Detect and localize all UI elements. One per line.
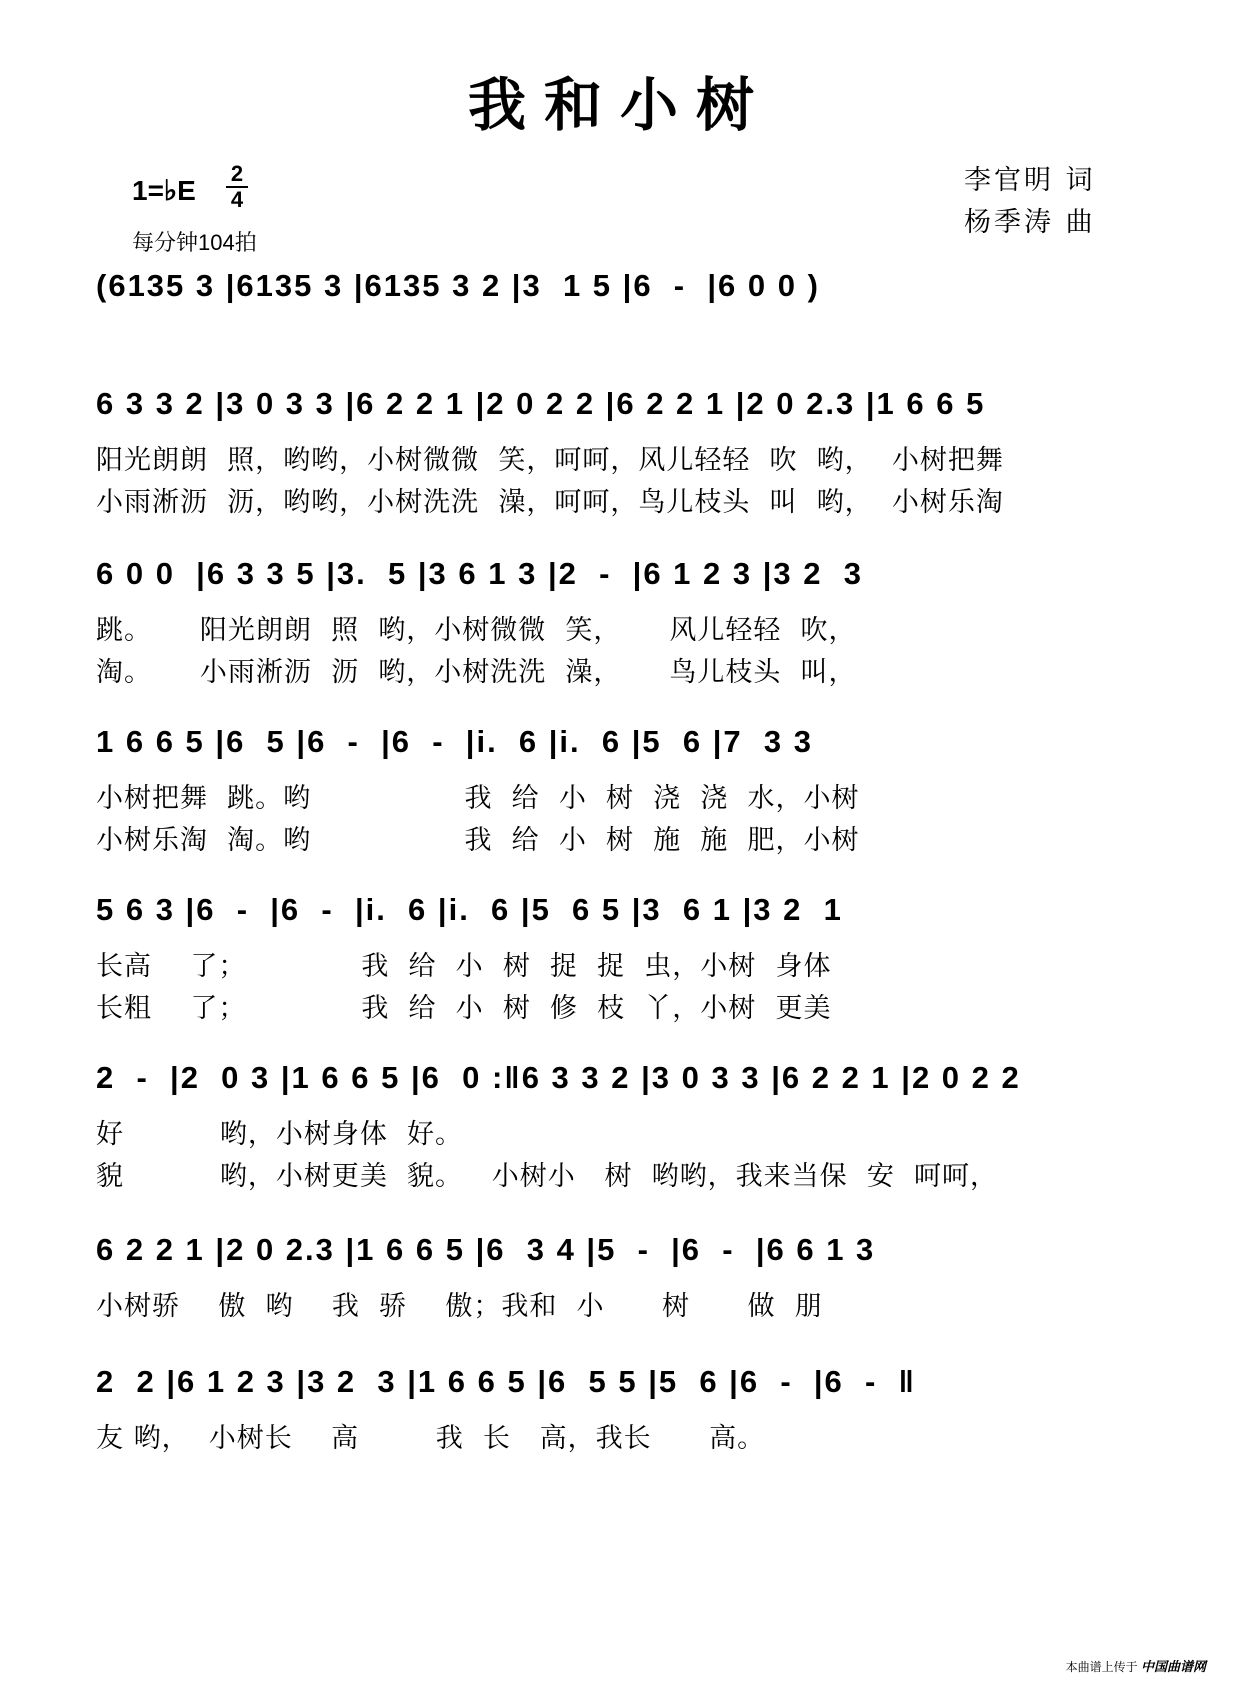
composer-credit: 杨季涛 曲 <box>964 207 1096 238</box>
staff-3-notes: 6 0 0 |6 3 3 5 |3. 5 |3 6 1 3 |2 - |6 1 2 3 |3 2 3 <box>96 556 863 591</box>
staff-5-notes: 5 6 3 |6 - |6 - |i. 6 |i. 6 |5 6 5 |3 6 1 |3 2 1 <box>96 892 843 927</box>
page-title: 我和小树 <box>467 71 772 139</box>
staff-4-lyric-2: 小树乐淘 淘。哟 我 给 小 树 施 施 肥，小树 <box>96 825 860 856</box>
staff-4-notes: 1 6 6 5 |6 5 |6 - |6 - |i. 6 |i. 6 |5 6 |7 3 3 <box>96 724 813 759</box>
staff-2-lyric-1: 阳光朗朗 照，哟哟，小树微微 笑，呵呵，风儿轻轻 吹 哟， 小树把舞 <box>96 445 1004 476</box>
staff-2-lyric-2: 小雨淅沥 沥，哟哟，小树洗洗 澡，呵呵，鸟儿枝头 叫 哟， 小树乐淘 <box>96 487 1004 518</box>
time-signature-numerator: 2 <box>226 162 248 188</box>
staff-6-lyric-2: 貌 哟，小树更美 貌。 小树小 树 哟哟，我来当保 安 呵呵， <box>96 1161 998 1192</box>
staff-8-notes: 2 2 |6 1 2 3 |3 2 3 |1 6 6 5 |6 5 5 |5 6 |6 - |6 - ‖ <box>96 1364 916 1399</box>
staff-6-notes: 2 - |2 0 3 |1 6 6 5 |6 0 :‖6 3 3 2 |3 0 3 3 |6 2 2 1 |2 0 2 2 <box>96 1060 1021 1095</box>
time-signature <box>226 162 248 212</box>
staff-2-notes: 6 3 3 2 |3 0 3 3 |6 2 2 1 |2 0 2 2 |6 2 2 1 |2 0 2.3 |1 6 6 5 <box>96 386 986 421</box>
staff-8-lyric-1: 友 哟， 小树长 高 我 长 高，我长 高。 <box>96 1423 766 1454</box>
footer-prefix: 本曲谱上传于 <box>1065 1660 1138 1674</box>
staff-7-lyric-1: 小树骄 傲 哟 我 骄 傲；我和 小 树 做 朋 <box>96 1291 823 1322</box>
staff-1-notes: (6135 3 |6135 3 |6135 3 2 |3 1 5 |6 - |6 0 0 ) <box>96 268 820 303</box>
staff-3-lyric-1: 跳。 阳光朗朗 照 哟，小树微微 笑， 风儿轻轻 吹， <box>96 615 857 646</box>
staff-4-lyric-1: 小树把舞 跳。哟 我 给 小 树 浇 浇 水，小树 <box>96 783 860 814</box>
staff-5-lyric-2: 长粗 了； 我 给 小 树 修 枝 丫，小树 更美 <box>96 993 832 1024</box>
tempo-marking: 每分钟104拍 <box>132 230 257 255</box>
time-signature-denominator: 4 <box>230 187 244 212</box>
staff-6-lyric-1: 好 哟，小树身体 好。 <box>96 1119 463 1150</box>
staff-5-lyric-1: 长高 了； 我 给 小 树 捉 捉 虫，小树 身体 <box>96 951 832 982</box>
key-signature: 1=♭E <box>132 175 196 206</box>
staff-7-notes: 6 2 2 1 |2 0 2.3 |1 6 6 5 |6 3 4 |5 - |6 - |6 6 1 3 <box>96 1232 876 1267</box>
staff-3-lyric-2: 淘。 小雨淅沥 沥 哟，小树洗洗 澡， 鸟儿枝头 叫， <box>96 657 857 688</box>
lyricist-credit: 李官明 词 <box>964 165 1096 196</box>
footer-credit <box>1066 1656 1206 1675</box>
footer-site[interactable]: 中国曲谱网 <box>1140 1659 1206 1674</box>
